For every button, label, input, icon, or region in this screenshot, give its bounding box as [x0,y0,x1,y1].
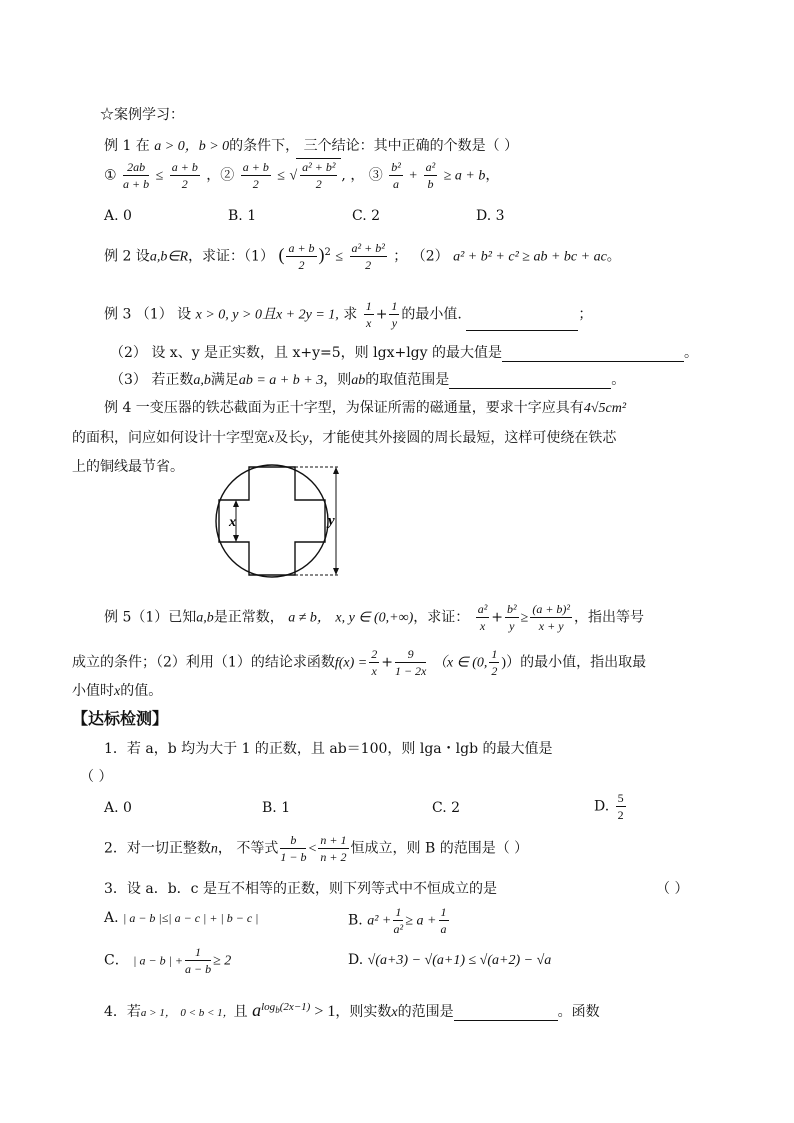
question-1-paren: （ ） [80,769,113,785]
section-title: ☆案例学习： [100,107,184,123]
label-y: y [328,513,335,529]
example-4-line-2: 的面积，问应如何设计十字型宽x及长y，才能使其外接圆的周长最短，这样可使绕在铁芯 [72,430,617,446]
cross-circle-figure [200,464,360,578]
label-x: x [229,515,236,530]
question-2: 2．对一切正整数n， 不等式 $\frac{b}{1 - b}$ < $\frac{n + 1}{n + 2}$ 恒成立，则 B 的范围是（ ） [104,833,529,864]
example-1-option-b: B. 1 [228,208,257,224]
example-3-part-1: 例 3 （1） 设 x > 0, y > 0且x + 2y = 1, 求 $\frac{1}{x}$ + $\frac{1}{y}$ 的最小值. ； [104,299,593,330]
example-5-line-1: 例 5（1）已知a,b是正常数， a ≠ b， x, y ∈ (0,+∞)，求证： $\frac{\text{a²}}{x}$ + $\frac{\text{b²}}{y}$ ≥ $\frac{\text{(a + b)²}}{x + y}$ ，指出等号 [104,602,645,633]
example-4-line-3: 上的铜线最节省。 [72,459,184,475]
question-1-option-b: B. 1 [262,800,291,816]
question-1-option-c: C. 2 [432,800,461,816]
example-4-line-1: 例 4 一变压器的铁芯截面为正十字型，为保证所需的磁通量，要求十字应具有4√5cm² [104,400,627,416]
question-1-option-a: A. 0 [104,800,132,816]
example-1-stem: 例 1 在 a > 0，b > 0的条件下， 三个结论：其中正确的个数是（ ） [104,138,519,154]
example-3-part-3: （3） 若正数a,b满足ab = a + b + 3，则ab的取值范围是 。 [110,372,626,388]
example-3-part-2: （2） 设 x、y 是正实数，且 x+y=5，则 lgx+lgy 的最大值是 。 [110,345,698,361]
example-1-option-d: D. 3 [476,208,505,224]
question-3-option-a: A. | a − b |≤| a − c | + | b − c | [104,910,259,926]
question-1-option-d: D. $\frac{5}{2}$ [594,791,624,822]
example-2: 例 2 设a,b∈R，求证：（1） ( $\frac{a + b}{2}$ )$^2$ ≤ $\frac{\text{a² + b²}}{2}$ ； （2） a² + b² + c² ≥ ab + bc + ac。 [104,241,621,272]
check-section-title: 【达标检测】 [72,709,169,728]
example-1-conclusions: ① $\frac{2ab}{a + b}$ ≤ $\frac{a + b}{2}$ ，② $\frac{a + b}{2}$ ≤ √ $\frac{\text{a² + b²}}{2}$ , ， ③ $\frac{\text{b²}}{a}$ + $\frac{\text{a²}}{b}$ ≥ a + b， [104,160,500,191]
question-3-option-b: B. a² + $\frac{1}{\text{a²}}$ ≥ a + $\frac{1}{a}$ [348,905,447,936]
example-1-option-c: C. 2 [352,208,381,224]
question-1: 1．若 a，b 均为大于 1 的正数，且 ab＝100，则 lga・lgb 的最大值是 [104,741,553,757]
question-4: 4．若a > 1， 0 < b < 1，且 $a^{log_b(2x-1)} > 1$，则实数x的范围是 。函数 [104,1000,600,1020]
question-3: 3．设 a．b．c 是互不相等的正数，则下列等式中不恒成立的是 [104,881,497,897]
question-3-option-d: D. √(a+3) − √(a+1) ≤ √(a+2) − √a [348,952,552,968]
example-5-line-3: 小值时x的值。 [72,683,163,699]
question-3-paren: （ ） [656,881,689,897]
question-3-option-c: C． | a − b | + $\frac{1}{a - b}$ ≥ 2 [104,945,232,976]
example-1-option-a: A. 0 [104,208,132,224]
example-5-line-2: 成立的条件；（2）利用（1）的结论求函数f(x) = $\frac{2}{x}$ + $\frac{9}{1 - 2x}$ （x ∈ (0, $\frac{1}{2}$ )）的最小值，指出取最 [72,647,647,678]
